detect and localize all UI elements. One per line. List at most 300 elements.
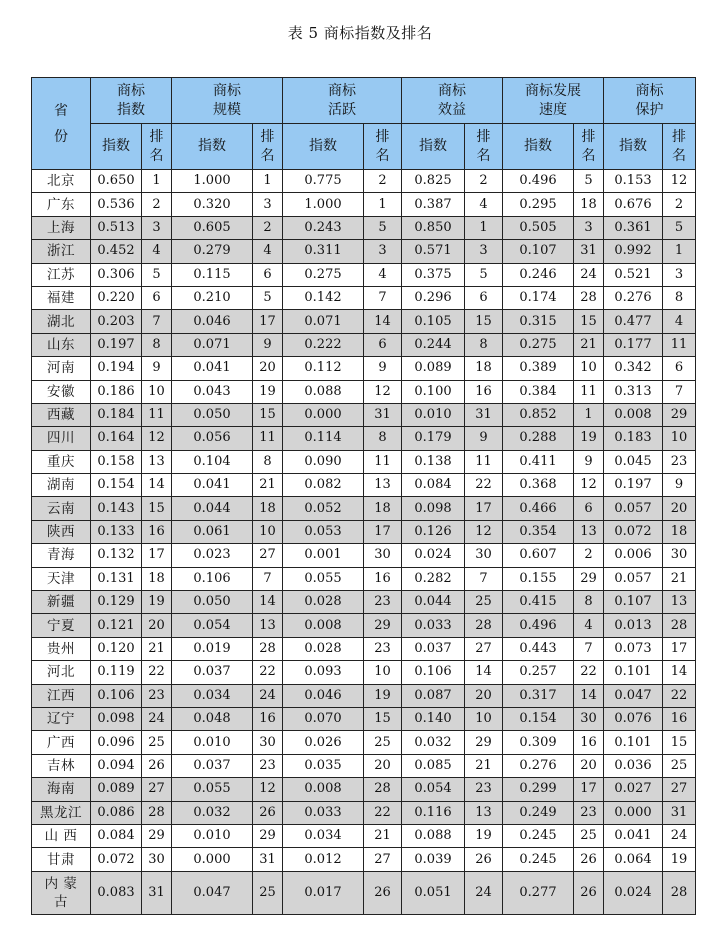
index-cell: 0.012	[283, 848, 364, 871]
rank-cell: 3	[364, 240, 402, 263]
rank-cell: 3	[465, 240, 503, 263]
rank-cell: 19	[574, 427, 604, 450]
rank-cell: 4	[142, 240, 172, 263]
index-cell: 0.179	[402, 427, 465, 450]
index-cell: 0.245	[503, 848, 574, 871]
rank-cell: 26	[574, 871, 604, 914]
index-cell: 0.098	[91, 707, 142, 730]
index-cell: 0.496	[503, 614, 574, 637]
rank-cell: 6	[364, 333, 402, 356]
rank-cell: 11	[574, 380, 604, 403]
table-row	[32, 520, 696, 543]
index-cell: 0.174	[503, 286, 574, 309]
index-cell: 0.676	[604, 193, 663, 216]
index-cell: 0.317	[503, 684, 574, 707]
rank-cell: 19	[142, 591, 172, 614]
rank-cell: 2	[574, 544, 604, 567]
index-cell: 0.197	[604, 474, 663, 497]
province-cell: 江苏	[32, 263, 91, 286]
rank-cell: 5	[465, 263, 503, 286]
rank-cell: 9	[465, 427, 503, 450]
index-cell: 0.061	[172, 520, 253, 543]
rank-cell: 22	[574, 661, 604, 684]
rank-cell: 26	[465, 848, 503, 871]
rank-cell: 7	[364, 286, 402, 309]
rank-cell: 5	[142, 263, 172, 286]
rank-cell: 12	[142, 427, 172, 450]
rank-cell: 23	[364, 637, 402, 660]
rank-cell: 5	[364, 216, 402, 239]
index-cell: 0.093	[283, 661, 364, 684]
index-cell: 0.257	[503, 661, 574, 684]
province-cell: 福建	[32, 286, 91, 309]
trademark-index-table	[31, 77, 696, 915]
index-cell: 0.186	[91, 380, 142, 403]
rank-cell: 7	[663, 380, 696, 403]
rank-cell: 30	[142, 848, 172, 871]
rank-cell: 27	[142, 778, 172, 801]
table-row	[32, 497, 696, 520]
rank-cell: 2	[465, 170, 503, 193]
index-cell: 0.342	[604, 357, 663, 380]
index-cell: 0.375	[402, 263, 465, 286]
rank-cell: 1	[142, 170, 172, 193]
index-cell: 0.034	[172, 684, 253, 707]
rank-cell: 8	[142, 333, 172, 356]
rank-cell: 21	[465, 754, 503, 777]
rank-cell: 9	[574, 450, 604, 473]
index-cell: 0.249	[503, 801, 574, 824]
province-cell: 天津	[32, 567, 91, 590]
index-cell: 0.071	[283, 310, 364, 333]
rank-cell: 23	[574, 801, 604, 824]
index-cell: 0.045	[604, 450, 663, 473]
rank-cell: 28	[465, 614, 503, 637]
rank-cell: 17	[364, 520, 402, 543]
rank-cell: 13	[142, 450, 172, 473]
rank-cell: 7	[253, 567, 283, 590]
rank-cell: 27	[663, 778, 696, 801]
province-cell: 上海	[32, 216, 91, 239]
index-cell: 0.101	[604, 661, 663, 684]
index-cell: 0.000	[283, 403, 364, 426]
index-cell: 0.605	[172, 216, 253, 239]
index-cell: 0.036	[604, 754, 663, 777]
index-cell: 0.056	[172, 427, 253, 450]
rank-cell: 1	[364, 193, 402, 216]
index-cell: 0.120	[91, 637, 142, 660]
rank-cell: 13	[574, 520, 604, 543]
province-cell: 广东	[32, 193, 91, 216]
rank-cell: 3	[663, 263, 696, 286]
table-row	[32, 240, 696, 263]
index-cell: 0.536	[91, 193, 142, 216]
rank-cell: 12	[364, 380, 402, 403]
rank-cell: 3	[253, 193, 283, 216]
province-cell: 青海	[32, 544, 91, 567]
group-header-0: 商标 指数	[91, 78, 172, 124]
index-cell: 0.315	[503, 310, 574, 333]
index-cell: 0.140	[402, 707, 465, 730]
rank-cell: 16	[465, 380, 503, 403]
table-row	[32, 637, 696, 660]
rank-cell: 4	[253, 240, 283, 263]
index-cell: 0.143	[91, 497, 142, 520]
index-cell: 0.041	[172, 474, 253, 497]
index-cell: 0.043	[172, 380, 253, 403]
index-cell: 0.153	[604, 170, 663, 193]
rank-cell: 7	[574, 637, 604, 660]
index-cell: 0.010	[402, 403, 465, 426]
index-cell: 0.037	[172, 661, 253, 684]
province-cell: 河南	[32, 357, 91, 380]
index-cell: 0.055	[283, 567, 364, 590]
sub-header-index: 指数	[604, 124, 663, 170]
index-cell: 0.505	[503, 216, 574, 239]
index-cell: 0.296	[402, 286, 465, 309]
province-cell: 重庆	[32, 450, 91, 473]
rank-cell: 16	[253, 707, 283, 730]
province-cell: 安徽	[32, 380, 91, 403]
index-cell: 0.013	[604, 614, 663, 637]
rank-cell: 12	[574, 474, 604, 497]
index-cell: 0.107	[604, 591, 663, 614]
rank-cell: 31	[663, 801, 696, 824]
rank-cell: 5	[663, 216, 696, 239]
index-cell: 0.154	[91, 474, 142, 497]
rank-cell: 14	[142, 474, 172, 497]
rank-cell: 27	[364, 848, 402, 871]
index-cell: 0.064	[604, 848, 663, 871]
index-cell: 0.411	[503, 450, 574, 473]
rank-cell: 5	[253, 286, 283, 309]
index-cell: 0.106	[402, 661, 465, 684]
index-cell: 0.053	[283, 520, 364, 543]
index-cell: 0.244	[402, 333, 465, 356]
index-cell: 0.052	[283, 497, 364, 520]
index-cell: 0.607	[503, 544, 574, 567]
index-cell: 0.028	[283, 637, 364, 660]
rank-cell: 14	[253, 591, 283, 614]
index-cell: 0.054	[402, 778, 465, 801]
index-cell: 0.044	[172, 497, 253, 520]
rank-cell: 19	[465, 824, 503, 847]
index-cell: 0.057	[604, 567, 663, 590]
rank-cell: 8	[663, 286, 696, 309]
index-cell: 0.571	[402, 240, 465, 263]
rank-cell: 3	[574, 216, 604, 239]
rank-cell: 28	[253, 637, 283, 660]
rank-cell: 25	[142, 731, 172, 754]
rank-cell: 11	[253, 427, 283, 450]
rank-cell: 17	[574, 778, 604, 801]
index-cell: 0.126	[402, 520, 465, 543]
rank-cell: 25	[663, 754, 696, 777]
index-cell: 0.083	[91, 871, 142, 914]
rank-cell: 8	[574, 591, 604, 614]
table-title: 表 5 商标指数及排名	[287, 24, 433, 42]
index-cell: 0.017	[283, 871, 364, 914]
index-cell: 0.023	[172, 544, 253, 567]
rank-cell: 8	[364, 427, 402, 450]
rank-cell: 23	[663, 450, 696, 473]
rank-cell: 31	[465, 403, 503, 426]
index-cell: 0.155	[503, 567, 574, 590]
index-cell: 0.115	[172, 263, 253, 286]
index-cell: 0.050	[172, 591, 253, 614]
index-cell: 0.243	[283, 216, 364, 239]
table-header	[32, 78, 696, 170]
index-cell: 0.024	[604, 871, 663, 914]
index-cell: 0.089	[91, 778, 142, 801]
index-cell: 0.101	[604, 731, 663, 754]
index-cell: 0.105	[402, 310, 465, 333]
rank-cell: 10	[663, 427, 696, 450]
table-row	[32, 170, 696, 193]
rank-cell: 30	[465, 544, 503, 567]
sub-header-rank: 排 名	[574, 124, 604, 170]
index-cell: 0.082	[283, 474, 364, 497]
index-cell: 0.119	[91, 661, 142, 684]
rank-cell: 2	[663, 193, 696, 216]
rank-cell: 22	[253, 661, 283, 684]
rank-cell: 29	[142, 824, 172, 847]
index-cell: 0.100	[402, 380, 465, 403]
rank-cell: 23	[253, 754, 283, 777]
province-cell: 辽宁	[32, 707, 91, 730]
rank-cell: 14	[574, 684, 604, 707]
rank-cell: 21	[663, 567, 696, 590]
index-cell: 0.313	[604, 380, 663, 403]
table-row	[32, 193, 696, 216]
index-cell: 0.087	[402, 684, 465, 707]
index-cell: 0.024	[402, 544, 465, 567]
index-cell: 0.131	[91, 567, 142, 590]
rank-cell: 22	[142, 661, 172, 684]
province-cell: 吉林	[32, 754, 91, 777]
province-cell: 西藏	[32, 403, 91, 426]
index-cell: 0.129	[91, 591, 142, 614]
index-cell: 1.000	[172, 170, 253, 193]
table-row	[32, 848, 696, 871]
index-cell: 0.035	[283, 754, 364, 777]
index-cell: 0.033	[283, 801, 364, 824]
rank-cell: 29	[663, 403, 696, 426]
sub-header-index: 指数	[283, 124, 364, 170]
province-cell: 北京	[32, 170, 91, 193]
rank-cell: 4	[465, 193, 503, 216]
index-cell: 0.389	[503, 357, 574, 380]
table-row	[32, 591, 696, 614]
index-cell: 0.650	[91, 170, 142, 193]
rank-cell: 31	[142, 871, 172, 914]
rank-cell: 14	[364, 310, 402, 333]
rank-cell: 18	[364, 497, 402, 520]
rank-cell: 4	[663, 310, 696, 333]
rank-cell: 30	[364, 544, 402, 567]
sub-header-index: 指数	[91, 124, 142, 170]
index-cell: 0.133	[91, 520, 142, 543]
index-cell: 0.001	[283, 544, 364, 567]
rank-cell: 1	[465, 216, 503, 239]
table-row	[32, 707, 696, 730]
index-cell: 0.114	[283, 427, 364, 450]
index-cell: 0.044	[402, 591, 465, 614]
index-cell: 0.277	[503, 871, 574, 914]
index-cell: 0.203	[91, 310, 142, 333]
index-cell: 0.222	[283, 333, 364, 356]
index-cell: 0.220	[91, 286, 142, 309]
rank-cell: 27	[253, 544, 283, 567]
index-cell: 0.184	[91, 403, 142, 426]
sub-header-index: 指数	[503, 124, 574, 170]
rank-cell: 2	[253, 216, 283, 239]
rank-cell: 22	[465, 474, 503, 497]
index-cell: 0.033	[402, 614, 465, 637]
rank-cell: 20	[142, 614, 172, 637]
index-cell: 0.320	[172, 193, 253, 216]
index-cell: 0.094	[91, 754, 142, 777]
rank-cell: 16	[142, 520, 172, 543]
index-cell: 0.121	[91, 614, 142, 637]
rank-cell: 11	[364, 450, 402, 473]
index-cell: 0.072	[91, 848, 142, 871]
index-cell: 0.026	[283, 731, 364, 754]
sub-header-rank: 排 名	[364, 124, 402, 170]
rank-cell: 17	[663, 637, 696, 660]
index-cell: 0.246	[503, 263, 574, 286]
rank-cell: 24	[465, 871, 503, 914]
province-cell: 黑龙江	[32, 801, 91, 824]
index-cell: 0.415	[503, 591, 574, 614]
rank-cell: 27	[465, 637, 503, 660]
index-cell: 0.106	[172, 567, 253, 590]
rank-cell: 21	[253, 474, 283, 497]
rank-cell: 11	[465, 450, 503, 473]
rank-cell: 9	[142, 357, 172, 380]
rank-cell: 8	[465, 333, 503, 356]
index-cell: 0.048	[172, 707, 253, 730]
rank-cell: 15	[142, 497, 172, 520]
index-cell: 0.106	[91, 684, 142, 707]
rank-cell: 28	[574, 286, 604, 309]
index-cell: 0.177	[604, 333, 663, 356]
rank-cell: 19	[364, 684, 402, 707]
rank-cell: 30	[574, 707, 604, 730]
rank-cell: 23	[142, 684, 172, 707]
rank-cell: 16	[364, 567, 402, 590]
rank-cell: 30	[253, 731, 283, 754]
rank-cell: 15	[364, 707, 402, 730]
index-cell: 0.071	[172, 333, 253, 356]
index-cell: 0.384	[503, 380, 574, 403]
index-cell: 0.084	[91, 824, 142, 847]
province-cell: 四川	[32, 427, 91, 450]
rank-cell: 20	[465, 684, 503, 707]
index-cell: 0.309	[503, 731, 574, 754]
rank-cell: 16	[663, 707, 696, 730]
rank-cell: 15	[574, 310, 604, 333]
rank-cell: 15	[465, 310, 503, 333]
table-row	[32, 450, 696, 473]
province-cell: 山东	[32, 333, 91, 356]
rank-cell: 23	[364, 591, 402, 614]
rank-cell: 5	[574, 170, 604, 193]
province-cell: 陕西	[32, 520, 91, 543]
index-cell: 0.107	[503, 240, 574, 263]
index-cell: 0.197	[91, 333, 142, 356]
province-cell: 新疆	[32, 591, 91, 614]
index-cell: 0.116	[402, 801, 465, 824]
table-row	[32, 216, 696, 239]
index-cell: 0.037	[402, 637, 465, 660]
index-cell: 0.096	[91, 731, 142, 754]
index-cell: 0.046	[172, 310, 253, 333]
index-cell: 0.008	[283, 614, 364, 637]
rank-cell: 2	[142, 193, 172, 216]
province-cell: 广西	[32, 731, 91, 754]
index-cell: 0.275	[503, 333, 574, 356]
rank-cell: 10	[574, 357, 604, 380]
rank-cell: 29	[364, 614, 402, 637]
rank-cell: 15	[253, 403, 283, 426]
rank-cell: 13	[663, 591, 696, 614]
province-cell: 浙江	[32, 240, 91, 263]
index-cell: 0.361	[604, 216, 663, 239]
province-cell: 湖北	[32, 310, 91, 333]
table-row	[32, 567, 696, 590]
rank-cell: 12	[253, 778, 283, 801]
province-cell: 宁夏	[32, 614, 91, 637]
province-cell: 甘肃	[32, 848, 91, 871]
index-cell: 0.041	[172, 357, 253, 380]
rank-cell: 10	[364, 661, 402, 684]
rank-cell: 25	[465, 591, 503, 614]
index-cell: 0.194	[91, 357, 142, 380]
index-cell: 0.775	[283, 170, 364, 193]
rank-cell: 1	[663, 240, 696, 263]
index-cell: 0.275	[283, 263, 364, 286]
province-cell: 贵州	[32, 637, 91, 660]
rank-cell: 28	[142, 801, 172, 824]
province-cell: 江西	[32, 684, 91, 707]
index-cell: 0.000	[604, 801, 663, 824]
index-cell: 0.085	[402, 754, 465, 777]
rank-cell: 31	[253, 848, 283, 871]
rank-cell: 2	[364, 170, 402, 193]
rank-cell: 17	[142, 544, 172, 567]
table-row	[32, 661, 696, 684]
rank-cell: 6	[253, 263, 283, 286]
index-cell: 0.055	[172, 778, 253, 801]
table-row	[32, 263, 696, 286]
index-cell: 0.142	[283, 286, 364, 309]
rank-cell: 4	[574, 614, 604, 637]
rank-cell: 17	[253, 310, 283, 333]
table-body	[32, 170, 696, 915]
index-cell: 0.032	[402, 731, 465, 754]
rank-cell: 18	[465, 357, 503, 380]
index-cell: 0.073	[604, 637, 663, 660]
index-cell: 0.354	[503, 520, 574, 543]
rank-cell: 14	[465, 661, 503, 684]
rank-cell: 29	[465, 731, 503, 754]
index-cell: 0.008	[283, 778, 364, 801]
table-row	[32, 871, 696, 914]
rank-cell: 19	[663, 848, 696, 871]
rank-cell: 15	[663, 731, 696, 754]
rank-cell: 18	[574, 193, 604, 216]
